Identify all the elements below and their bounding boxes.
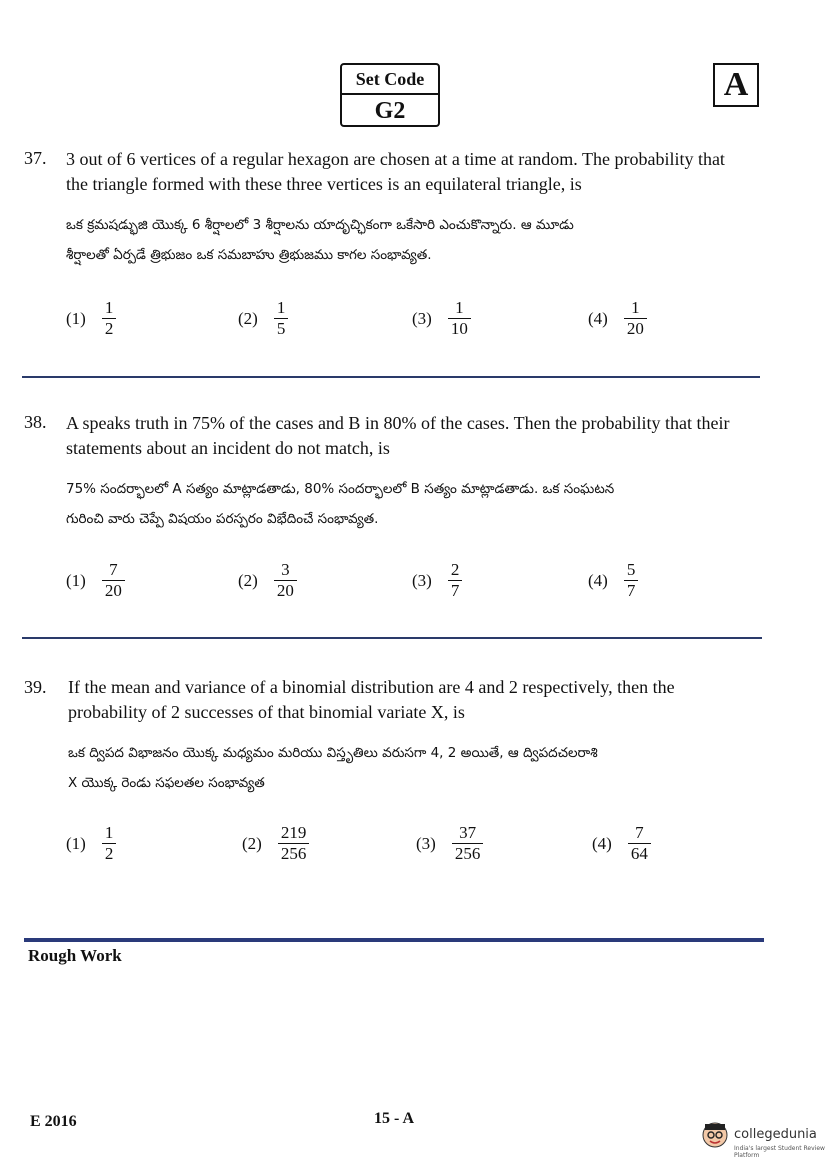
option-fraction: $\frac{2}{7}$ bbox=[448, 560, 463, 601]
question-38-en-line1: A speaks truth in 75% of the cases and B in 80% of the cases. Then the probability that their bbox=[66, 413, 730, 433]
q37-option-1[interactable] bbox=[66, 298, 116, 339]
question-37-en-line1: 3 out of 6 vertices of a regular hexagon are chosen at a time at random. The probability that bbox=[66, 149, 725, 169]
option-label: (2) bbox=[238, 308, 258, 328]
question-37-te-line1: ఒక క్రమషడ్భుజి యొక్క 6 శీర్షాలలో 3 శీర్షాలను యాదృచ్ఛికంగా ఒకేసారి ఎంచుకొన్నారు. ఆ మూడు bbox=[66, 217, 574, 233]
option-label: (3) bbox=[412, 308, 432, 328]
q37-option-2[interactable] bbox=[238, 298, 288, 339]
option-label: (1) bbox=[66, 833, 86, 853]
question-37-telugu bbox=[66, 210, 766, 270]
q38-option-3[interactable] bbox=[412, 560, 462, 601]
option-label: (4) bbox=[588, 570, 608, 590]
set-code-box bbox=[340, 63, 440, 127]
option-label: (2) bbox=[242, 833, 262, 853]
q38-option-2[interactable] bbox=[238, 560, 297, 601]
option-label: (2) bbox=[238, 570, 258, 590]
q37-option-3[interactable] bbox=[412, 298, 471, 339]
watermark-name: collegedunia bbox=[734, 1127, 817, 1142]
option-label: (1) bbox=[66, 570, 86, 590]
option-label: (1) bbox=[66, 308, 86, 328]
option-fraction: $\frac{37}{256}$ bbox=[452, 823, 484, 864]
option-fraction: $\frac{1}{2}$ bbox=[102, 298, 117, 339]
question-39-telugu bbox=[68, 738, 768, 798]
option-fraction: $\frac{219}{256}$ bbox=[278, 823, 310, 864]
exam-code: E 2016 bbox=[30, 1113, 77, 1130]
rough-work-heading: Rough Work bbox=[28, 946, 122, 965]
question-38-en-line2: statements about an incident do not match, is bbox=[66, 438, 390, 458]
option-fraction: $\frac{5}{7}$ bbox=[624, 560, 639, 601]
option-label: (4) bbox=[592, 833, 612, 853]
option-label: (3) bbox=[416, 833, 436, 853]
question-38-te-line1: 75% సందర్భాలలో A సత్యం మాట్లాడతాడు, 80% సందర్భాలలో B సత్యం మాట్లాడతాడు. ఒక సంఘటన bbox=[66, 481, 615, 497]
option-fraction: $\frac{3}{20}$ bbox=[274, 560, 297, 601]
question-39-english bbox=[68, 675, 768, 725]
q38-option-4[interactable] bbox=[588, 560, 638, 601]
q37-option-4[interactable] bbox=[588, 298, 647, 339]
question-38-telugu bbox=[66, 474, 766, 534]
question-39-en-line2: probability of 2 successes of that binomial variate X, is bbox=[68, 702, 465, 722]
separator-line bbox=[22, 637, 762, 639]
option-fraction: $\frac{1}{2}$ bbox=[102, 823, 117, 864]
option-label: (4) bbox=[588, 308, 608, 328]
question-39-te-line1: ఒక ద్విపద విభాజనం యొక్క మధ్యమం మరియు విస్తృతిలు వరుసగా 4, 2 అయితే, ఆ ద్విపదచలరాశి bbox=[68, 745, 598, 761]
question-37-en-line2: the triangle formed with these three vertices is an equilateral triangle, is bbox=[66, 174, 582, 194]
question-38-number: 38. bbox=[24, 412, 47, 432]
option-fraction: $\frac{1}{10}$ bbox=[448, 298, 471, 339]
question-39-number: 39. bbox=[24, 677, 47, 697]
q39-option-2[interactable] bbox=[242, 823, 309, 864]
option-fraction: $\frac{1}{20}$ bbox=[624, 298, 647, 339]
option-fraction: $\frac{7}{64}$ bbox=[628, 823, 651, 864]
q39-option-3[interactable] bbox=[416, 823, 483, 864]
question-38-english bbox=[66, 411, 766, 461]
option-fraction: $\frac{7}{20}$ bbox=[102, 560, 125, 601]
set-code-label: Set Code bbox=[342, 65, 438, 95]
set-code-value: G2 bbox=[374, 98, 406, 124]
booklet-letter: A bbox=[713, 63, 759, 107]
page-number: 15 - A bbox=[374, 1110, 414, 1127]
question-37-english bbox=[66, 147, 766, 197]
q39-option-4[interactable] bbox=[592, 823, 651, 864]
q38-option-1[interactable] bbox=[66, 560, 125, 601]
question-39-en-line1: If the mean and variance of a binomial distribution are 4 and 2 respectively, then the bbox=[68, 677, 675, 697]
rough-work-rule bbox=[24, 938, 764, 942]
option-label: (3) bbox=[412, 570, 432, 590]
separator-line bbox=[22, 376, 760, 378]
question-38-te-line2: గురించి వారు చెప్పే విషయం పరస్పరం విభేదించే సంభావ్యత. bbox=[66, 511, 379, 527]
question-37-te-line2: శీర్షాలతో ఏర్పడే త్రిభుజం ఒక సమబాహు త్రిభుజము కాగల సంభావ్యత. bbox=[66, 247, 432, 263]
watermark-tagline: India's largest Student Review Platform bbox=[734, 1145, 825, 1159]
collegedunia-logo-icon bbox=[700, 1120, 730, 1150]
question-39-te-line2: X యొక్క రెండు సఫలతల సంభావ్యత bbox=[68, 775, 265, 791]
question-37-number: 37. bbox=[24, 148, 47, 168]
q39-option-1[interactable] bbox=[66, 823, 116, 864]
option-fraction: $\frac{1}{5}$ bbox=[274, 298, 289, 339]
